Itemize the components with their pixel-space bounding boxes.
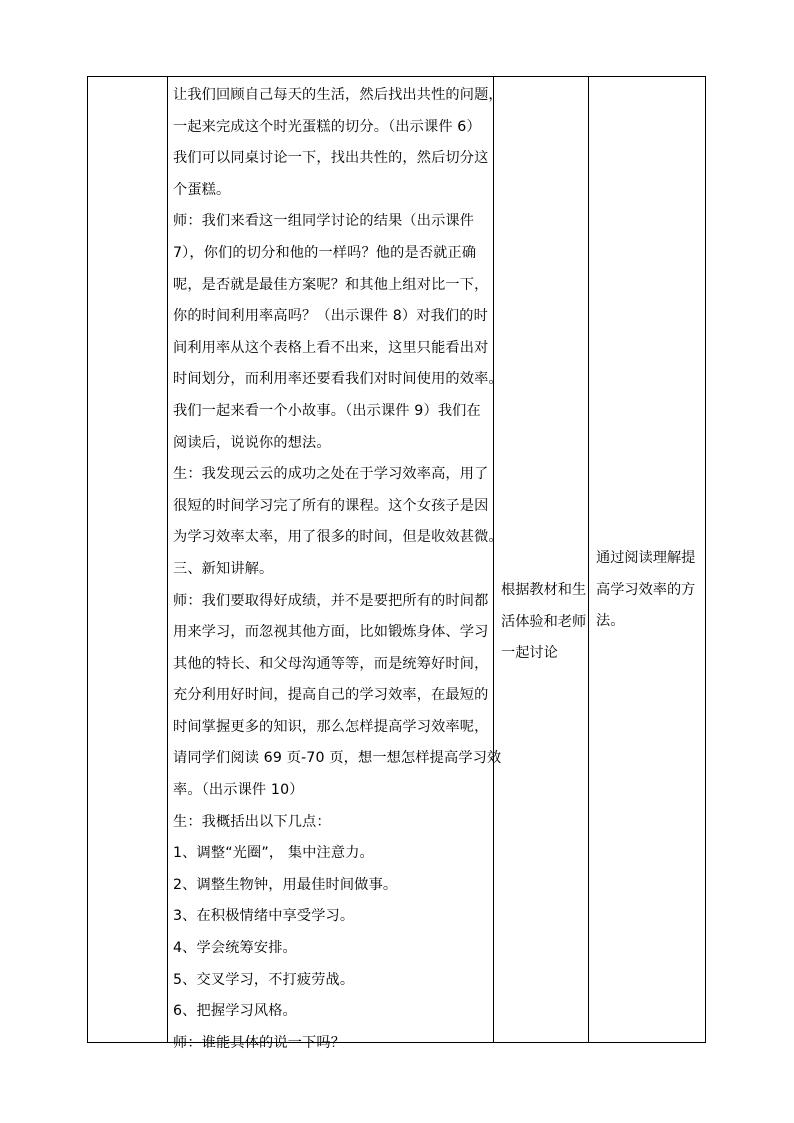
content-line: 6、把握学习风格。 <box>173 1003 297 1020</box>
content-line: 时间掌握更多的知识，那么怎样提高学习效率呢， <box>173 718 489 735</box>
content-line: 阅读后，说说你的想法。 <box>173 434 331 451</box>
content-line: 时间划分，而利用率还要看我们对时间使用的效率。 <box>173 371 503 388</box>
content-line: 7），你们的切分和他的一样吗？他的是否就正确 <box>173 244 477 261</box>
student-activity-cell <box>501 575 591 670</box>
content-line: 率。（出示课件 10） <box>173 782 304 799</box>
content-line: 我们一起来看一个小故事。（出示课件 9）我们在 <box>173 402 481 419</box>
intent-line: 高学习效率的方 <box>596 581 696 598</box>
column-divider <box>167 77 168 1042</box>
activity-line: 一起讨论 <box>501 645 558 662</box>
content-line: 1、调整“光圈”， 集中注意力。 <box>173 845 374 862</box>
content-line: 师：我们要取得好成绩，并不是要把所有的时间都 <box>173 592 489 609</box>
content-line: 2、调整生物钟，用最佳时间做事。 <box>173 876 398 893</box>
content-line: 3、在积极情绪中享受学习。 <box>173 908 355 925</box>
content-line: 生：我概括出以下几点： <box>173 813 331 830</box>
content-line: 请同学们阅读 69 页-70 页，想一想怎样提高学习效 <box>173 750 502 767</box>
lesson-plan-table <box>87 76 706 1051</box>
activity-line: 根据教材和生 <box>501 582 587 598</box>
content-line: 让我们回顾自己每天的生活，然后找出共性的问题， <box>173 87 503 103</box>
content-line: 很短的时间学习完了所有的课程。这个女孩子是因 <box>173 497 489 514</box>
content-line: 一起来完成这个时光蛋糕的切分。（出示课件 6） <box>173 118 481 135</box>
column-divider <box>588 77 589 1042</box>
content-line: 充分利用好时间，提高自己的学习效率，在最短的 <box>173 687 489 704</box>
content-line: 我们可以同桌讨论一下，找出共性的，然后切分这 <box>173 150 489 167</box>
content-line: 用来学习，而忽视其他方面，比如锻炼身体、学习 <box>173 624 489 641</box>
content-line: 生：我发现云云的成功之处在于学习效率高，用了 <box>173 466 489 483</box>
content-line: 间利用率从这个表格上看不出来，这里只能看出对 <box>173 339 489 356</box>
design-intent-cell <box>596 543 706 638</box>
intent-line: 法。 <box>596 613 625 630</box>
activity-line: 活体验和老师 <box>501 613 587 630</box>
column-divider <box>493 77 494 1042</box>
content-line: 为学习效率太率，用了很多的时间，但是收效甚微。 <box>173 529 503 546</box>
content-line: 个蛋糕。 <box>173 181 231 198</box>
content-line: 师：我们来看这一组同学讨论的结果（出示课件 <box>173 213 475 230</box>
content-line: 4、学会统筹安排。 <box>173 940 297 957</box>
content-line: 其他的特长、和父母沟通等等，而是统筹好时间， <box>173 655 489 672</box>
content-line: 5、交叉学习，不打疲劳战。 <box>173 971 355 988</box>
content-line: 呢，是否就是最佳方案呢？和其他上组对比一下， <box>173 276 489 293</box>
teaching-content-cell <box>173 77 503 1059</box>
content-line: 你的时间利用率高吗？（出示课件 8）对我们的时 <box>173 308 488 325</box>
content-line: 三、新知讲解。 <box>173 560 274 577</box>
content-line: 师：谁能具体的说一下吗？ <box>173 1034 346 1051</box>
intent-line: 通过阅读理解提 <box>596 550 696 566</box>
